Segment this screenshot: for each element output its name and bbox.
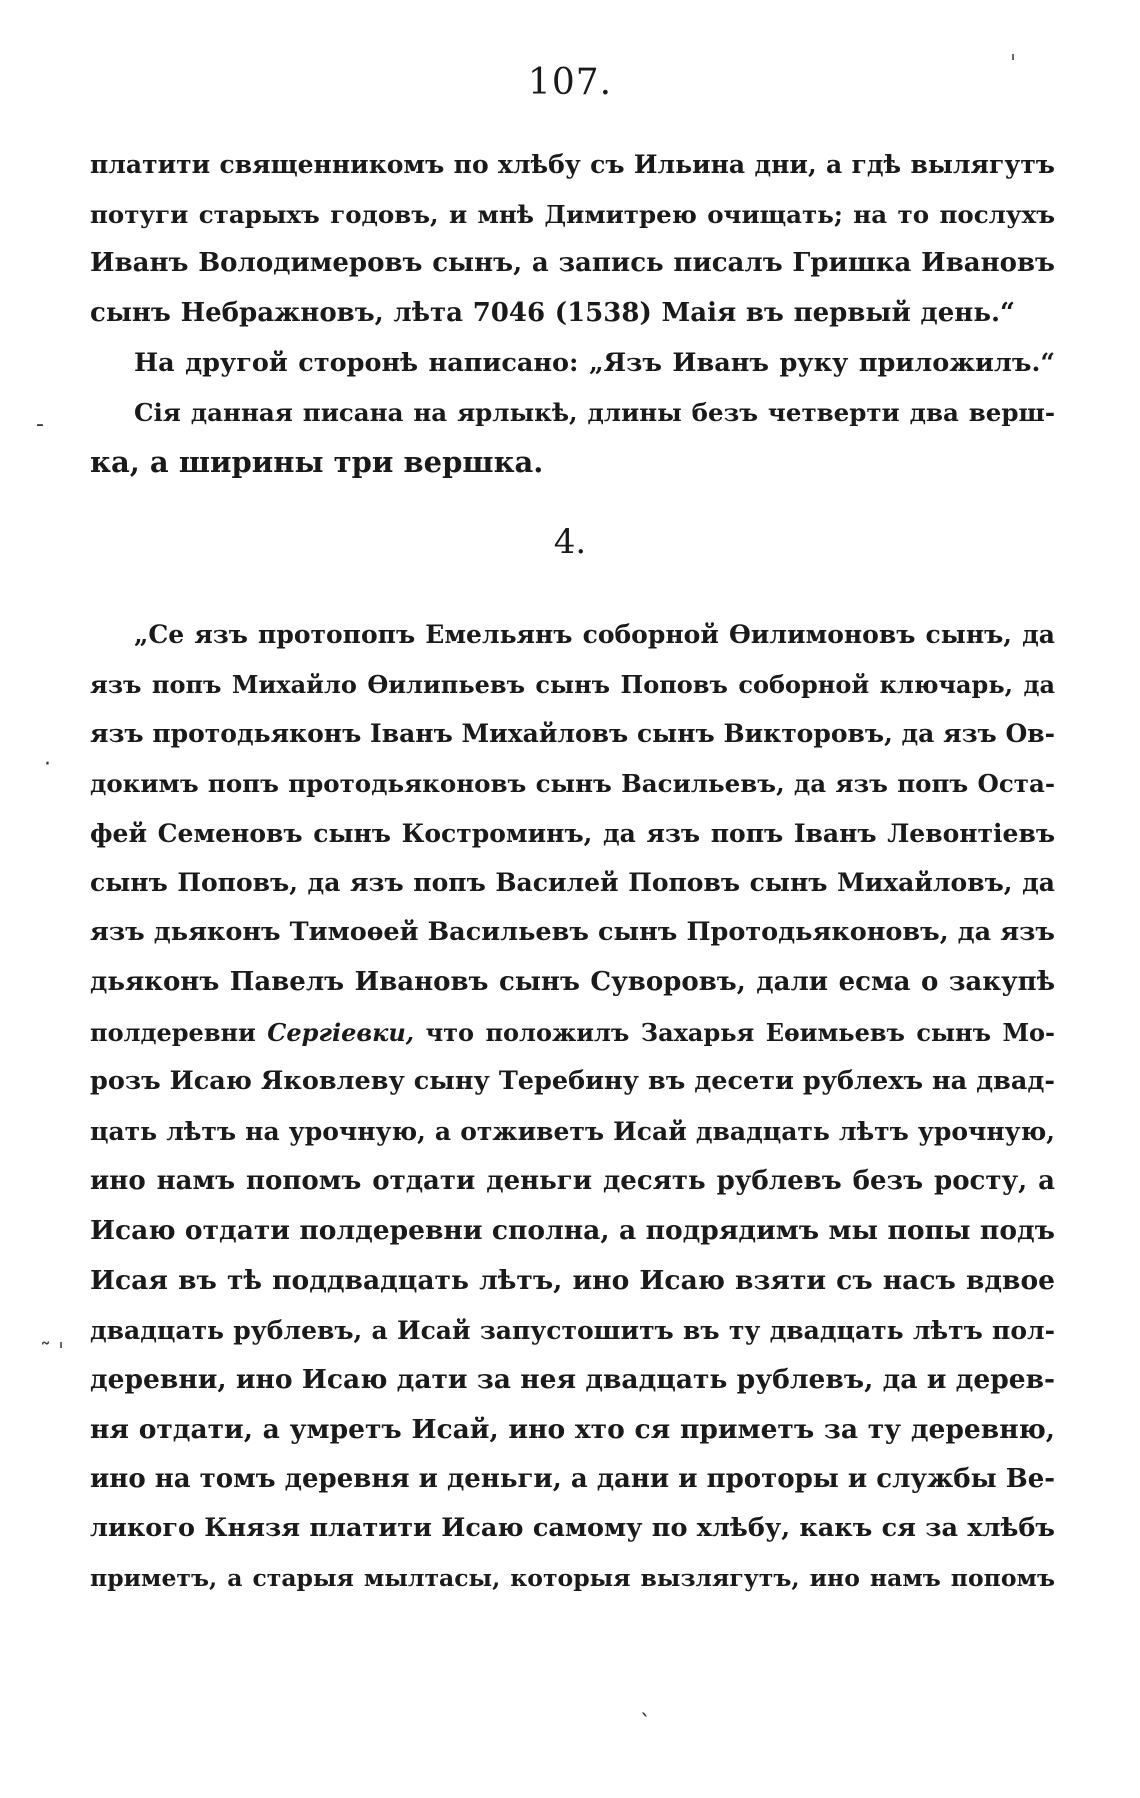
scan-speck: · bbox=[44, 752, 51, 777]
text-fragment: полдеревни bbox=[90, 1017, 268, 1047]
text-line: платити священникомъ по хлѣбу съ Ильина дни, а гдѣ вылягутъ bbox=[90, 150, 1055, 179]
scan-speck: ˜ ˈ bbox=[40, 1340, 65, 1365]
italic-place-name: Сергіевки, bbox=[267, 1017, 415, 1047]
scan-speck: ˎ bbox=[640, 1692, 651, 1717]
text-line: язъ дьяконъ Тимоѳей Васильевъ сынъ Протодьяконовъ, да язъ bbox=[90, 917, 1055, 948]
text-line: сынъ Поповъ, да язъ попъ Василей Поповъ сынъ Михайловъ, да bbox=[90, 868, 1055, 898]
section-number: 4. bbox=[553, 522, 587, 562]
document-text-block-2 bbox=[90, 610, 1055, 1604]
text-line: потуги старыхъ годовъ, и мнѣ Димитрею очищать; на то послухъ bbox=[90, 199, 1055, 229]
text-line: дьяконъ Павелъ Ивановъ сынъ Суворовъ, дали есма о закупѣ bbox=[90, 966, 1055, 997]
text-line: цать лѣтъ на урочную, а отживетъ Исай двадцать лѣтъ урочную, bbox=[90, 1116, 1055, 1146]
document-text-block-1 bbox=[90, 140, 1055, 488]
text-line: ино намъ попомъ отдати деньги десять рублевъ безъ росту, а bbox=[90, 1165, 1055, 1196]
text-line: ино на томъ деревня и деньги, а дани и проторы и службы Ве- bbox=[90, 1463, 1055, 1494]
text-line: На другой сторонѣ написано: „Язъ Иванъ руку приложилъ.“ bbox=[134, 347, 1055, 378]
text-fragment: что положилъ Захарья Еѳимьевъ сынъ Мо- bbox=[414, 1017, 1055, 1047]
text-line: ня отдати, а умретъ Исай, ино хто ся приметъ за ту деревню, bbox=[90, 1414, 1055, 1445]
page-number: 107. bbox=[527, 62, 613, 103]
text-line: ка, а ширины три вершка. bbox=[90, 445, 544, 480]
text-line: Иванъ Володимеровъ сынъ, а запись писалъ Гришка Ивановъ bbox=[90, 248, 1055, 279]
scan-speck: - bbox=[36, 412, 44, 437]
text-line: двадцать рублевъ, а Исай запустошитъ въ ту двадцать лѣтъ пол- bbox=[90, 1315, 1055, 1345]
text-line: ликого Князя платити Исаю самому по хлѣбу, какъ ся за хлѣбъ bbox=[90, 1513, 1055, 1544]
text-line: язъ протодьяконъ Іванъ Михайловъ сынъ Викторовъ, да язъ Ов- bbox=[90, 719, 1055, 749]
text-line: приметъ, а старыя мылтасы, которыя вызлягутъ, ино намъ попомъ bbox=[90, 1564, 1055, 1593]
text-line: докимъ попъ протодьяконовъ сынъ Васильевъ, да язъ попъ Оста- bbox=[90, 769, 1055, 799]
scan-speck: ˈ bbox=[1010, 52, 1017, 77]
text-line: деревни, ино Исаю дати за нея двадцать рублевъ, да и дерев- bbox=[90, 1364, 1055, 1396]
text-line: язъ попъ Михайло Ѳилипьевъ сынъ Поповъ соборной ключарь, да bbox=[90, 669, 1055, 699]
text-line: Исаю отдати полдеревни сполна, а подрядимъ мы попы подъ bbox=[90, 1215, 1055, 1247]
text-line: розъ Исаю Яковлеву сыну Теребину въ десети рублехъ на двад- bbox=[90, 1066, 1055, 1097]
text-line: сынъ Небражновъ, лѣта 7046 (1538) Маія въ первый день.“ bbox=[90, 298, 1015, 329]
text-line: „Се язъ протопопъ Емельянъ соборной Ѳилимоновъ сынъ, да bbox=[134, 620, 1055, 649]
text-line: фей Семеновъ сынъ Костроминъ, да язъ попъ Іванъ Левонтіевъ bbox=[90, 818, 1055, 848]
text-line: Исая въ тѣ поддвадцать лѣтъ, ино Исаю взяти съ насъ вдвое bbox=[90, 1264, 1055, 1296]
text-line-with-italic bbox=[90, 1008, 1055, 1058]
text-line: Сія данная писана на ярлыкѣ, длины безъ четверти два верш- bbox=[134, 398, 1055, 428]
